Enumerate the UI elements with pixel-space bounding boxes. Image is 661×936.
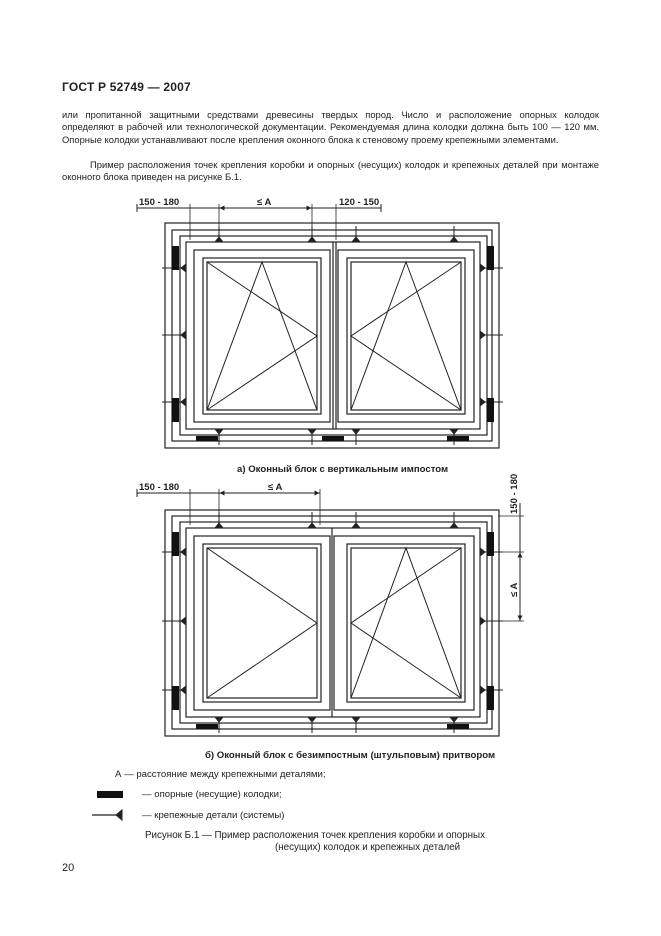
figure-title-line2: (несущих) колодок и крепежных деталей [275,842,461,853]
figure-b-support-blocks [172,532,494,729]
figure-a-caption: а) Оконный блок с вертикальным импостом [237,464,449,475]
figure-b [137,489,524,736]
document-header: ГОСТ Р 52749 — 2007 [62,80,191,94]
fig-b-dim-left: 150 - 180 [139,482,180,493]
legend-item-blocks: — опорные (несущие) колодки; [142,789,282,800]
figure-b-left-glass [203,544,321,702]
fig-b-dim-vert-top: 150 - 180 [509,473,520,514]
figure-a-left-glass [203,258,321,414]
figure-b-right-glass [347,544,465,702]
legend-item-a: А — расстояние между крепежными деталями; [115,769,326,780]
figure-b-caption: б) Оконный блок с безимпостным (штульповым) притвором [205,750,496,761]
fig-b-dim-vert-mid: ≤ A [509,582,520,597]
page-number: 20 [62,862,75,874]
paragraph-2: Пример расположения точек крепления коробки и опорных (несущих) колодок и крепежных деталей при монтаже оконного блока приведен на рисунке Б.1. [62,159,599,183]
figure-title [145,830,485,854]
legend-item-fasteners: — крепежные детали (системы) [142,810,285,821]
figure-title-line1: Рисунок Б.1 — Пример расположения точек крепления коробки и опорных [145,830,486,841]
legend-support-block-icon [97,791,123,798]
figure-a [137,204,503,448]
legend-fastener-icon [92,810,122,820]
fig-a-dim-right: 120 - 150 [339,197,380,208]
paragraph-1: или пропитанной защитными средствами древесины твердых пород. Число и расположение опорных колодок определяют в рабочей или технологической документации. Рекомендуемая длина колодки должна быть 100 — 120 мм. Опорные колодки устанавливают после крепления оконного блока к стеновому проему крепежными элементами. [62,109,599,145]
fig-a-dim-mid: ≤ A [257,197,272,208]
fig-b-dim-mid: ≤ A [268,482,283,493]
fig-a-dim-left: 150 - 180 [139,197,180,208]
figure-a-right-glass [347,258,465,414]
